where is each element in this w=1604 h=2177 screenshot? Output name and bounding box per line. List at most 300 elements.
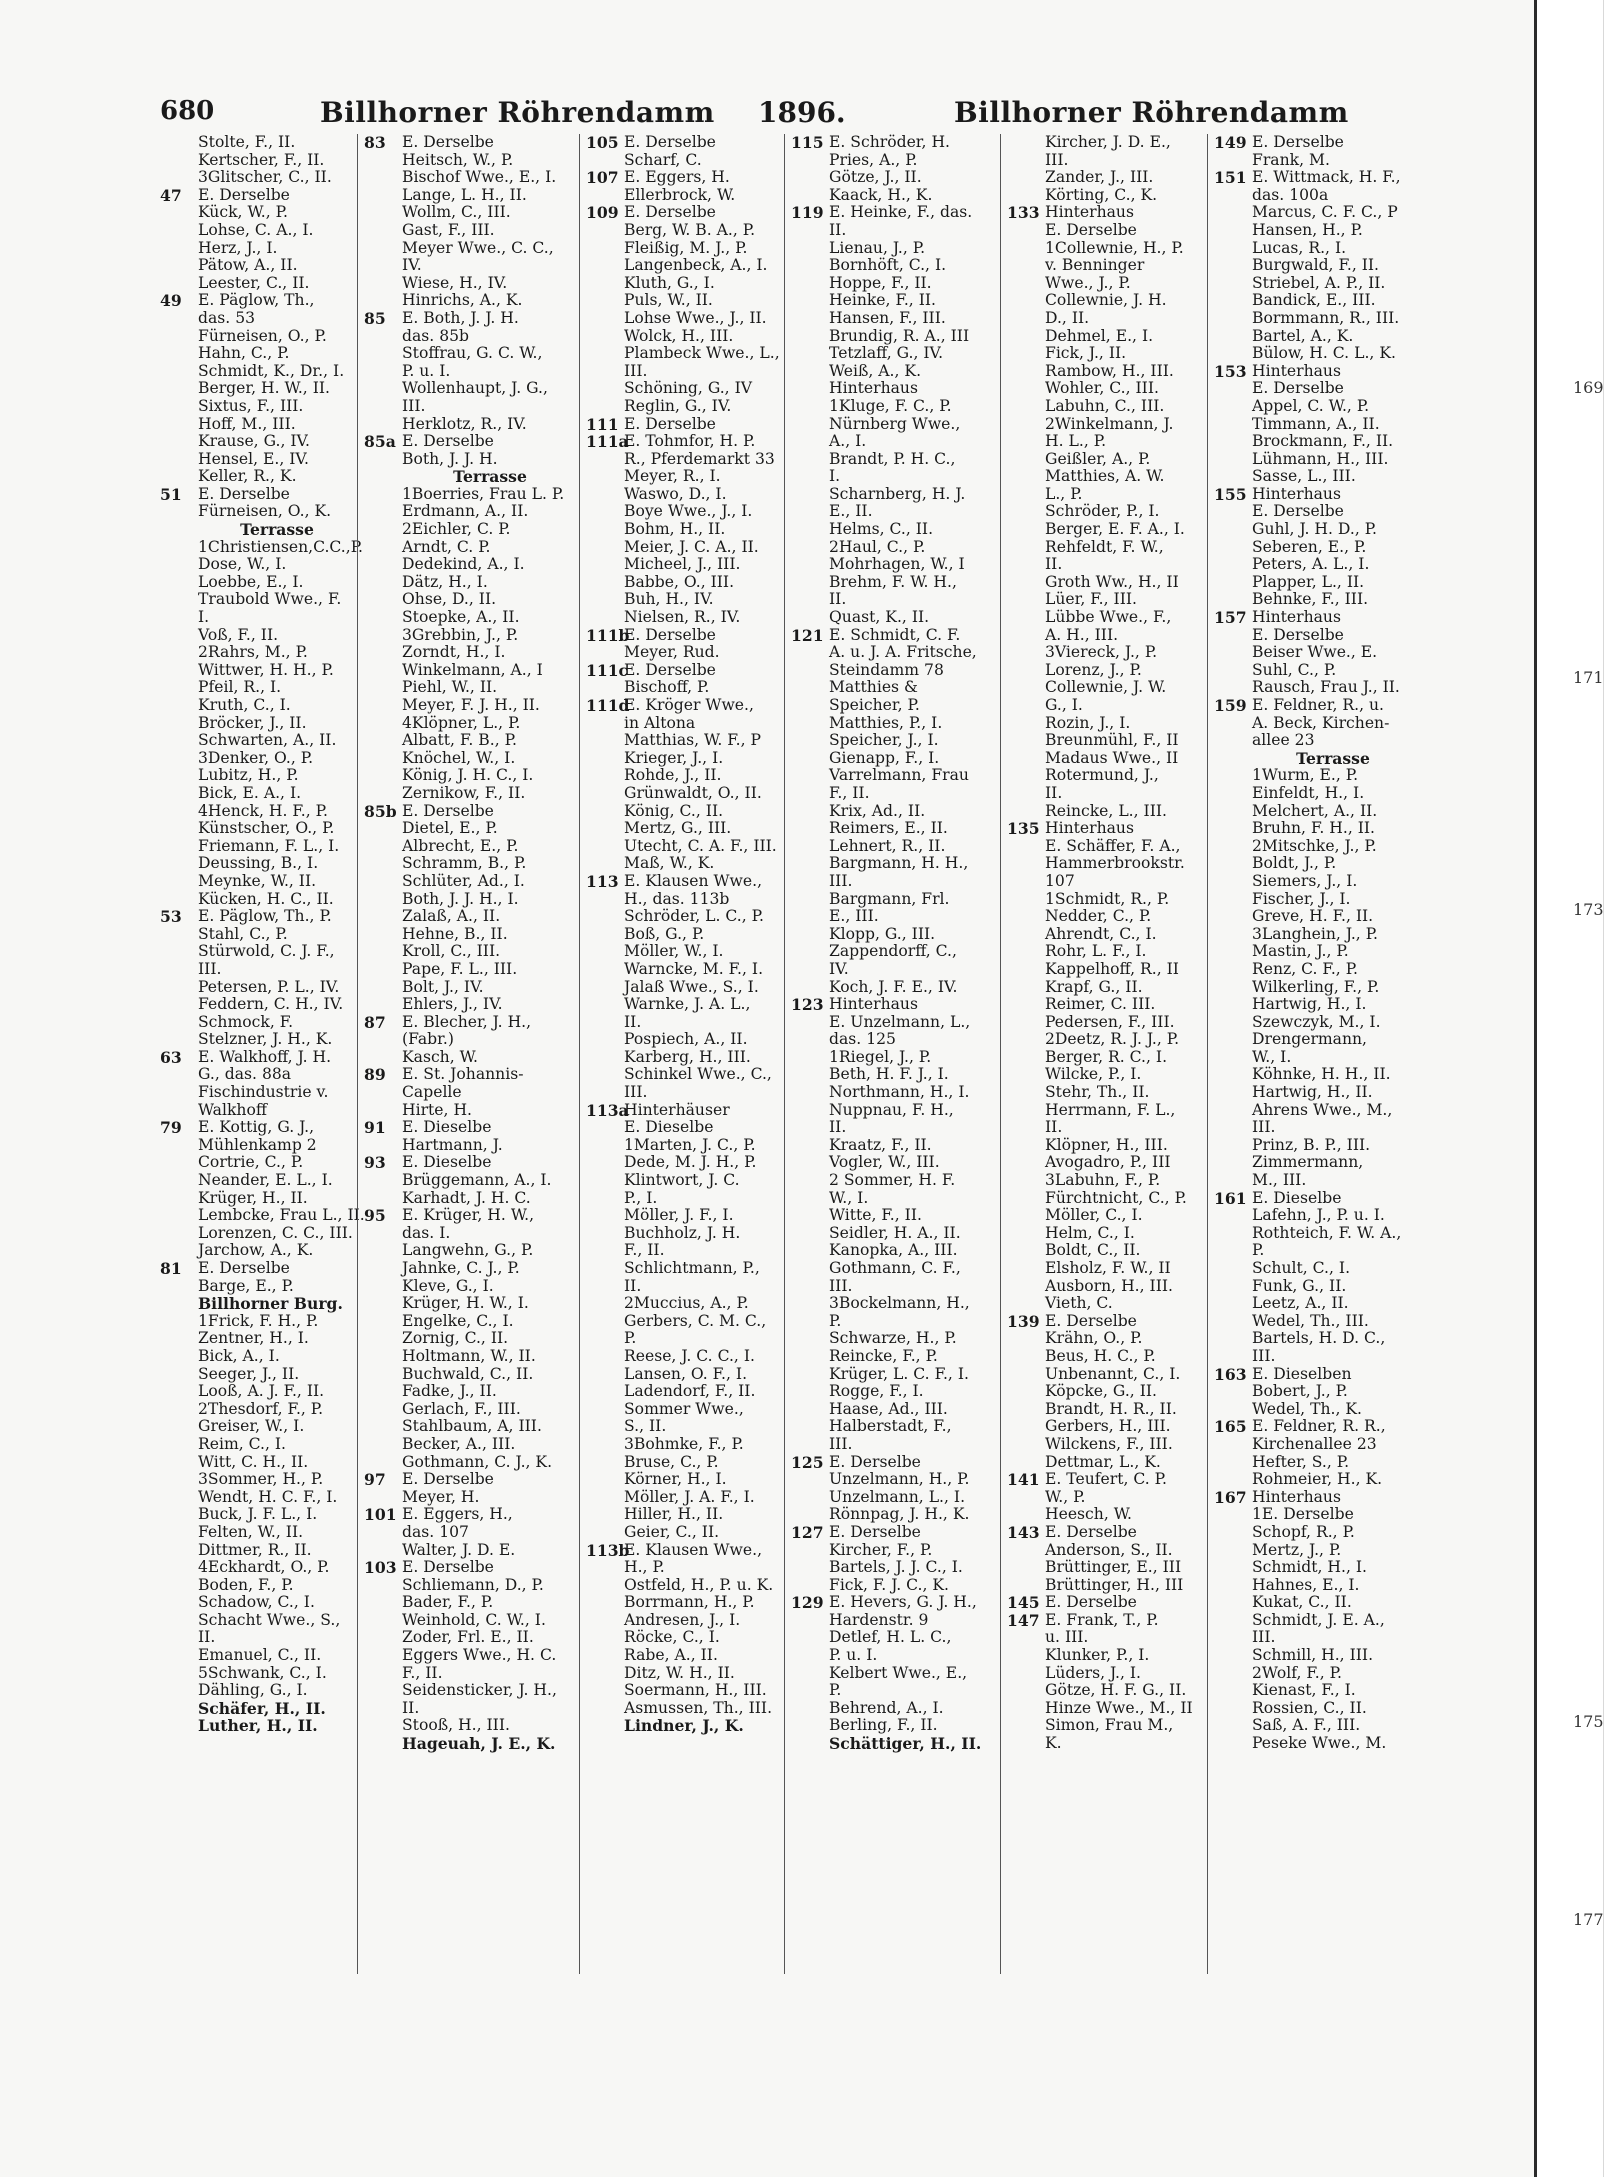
house-number: [1214, 979, 1252, 997]
house-number: [160, 134, 198, 152]
directory-entry: [586, 1506, 783, 1524]
directory-entry: [160, 1506, 356, 1524]
entry-text: Gothmann, C. J., K.: [402, 1452, 553, 1471]
house-number: [364, 732, 402, 750]
entry-text: Hageuah, J. E., K.: [402, 1734, 556, 1754]
house-number: [1007, 627, 1045, 645]
entry-text: 3Sommer, H., P.: [198, 1470, 324, 1489]
directory-entry: [791, 1418, 999, 1436]
entry-text: 3Glitscher, C., II.: [198, 168, 332, 187]
directory-entry: [1214, 1066, 1414, 1084]
entry-text: Speicher, J., I.: [829, 731, 939, 750]
house-number: [364, 503, 402, 521]
entry-text: Zalaß, A., II.: [402, 907, 501, 926]
directory-entry: [586, 1225, 783, 1243]
directory-entry: [364, 1172, 578, 1190]
house-number: [160, 1471, 198, 1489]
directory-entry: [1007, 1542, 1206, 1560]
house-number: 63: [160, 1047, 182, 1067]
directory-entry: [791, 1700, 999, 1718]
house-number: [791, 1190, 829, 1208]
house-number: [586, 1401, 624, 1419]
entry-text: Guhl, J. H. D., P.: [1252, 520, 1378, 539]
directory-entry: [791, 662, 999, 680]
directory-entry: [364, 715, 578, 733]
directory-entry: [1214, 943, 1414, 961]
entry-text: 2Eichler, C. P.: [402, 520, 511, 539]
directory-entry: [791, 1647, 999, 1665]
house-number: [160, 574, 198, 592]
house-number: [791, 1278, 829, 1296]
directory-entry: [160, 961, 356, 979]
house-number: [586, 1137, 624, 1155]
house-number: [364, 1348, 402, 1366]
directory-entry: [586, 750, 783, 768]
entry-text: Borrmann, H., P.: [624, 1593, 755, 1612]
directory-entry: [1007, 328, 1206, 346]
house-number: [791, 715, 829, 733]
directory-entry: [364, 767, 578, 785]
entry-text: Walter, J. D. E.: [402, 1540, 516, 1559]
entry-text: Plambeck Wwe., L.,: [624, 344, 780, 363]
house-number: [1007, 416, 1045, 434]
house-number: [364, 240, 402, 258]
directory-entry: [791, 715, 999, 733]
house-number: [1214, 1682, 1252, 1700]
entry-text: E. Derselbe: [402, 1558, 494, 1577]
directory-entry: [1214, 134, 1414, 152]
directory-entry: [364, 697, 578, 715]
directory-entry: [1214, 961, 1414, 979]
house-number: [791, 468, 829, 486]
house-number: [791, 187, 829, 205]
house-number: [586, 732, 624, 750]
entry-text: Rossien, C., II.: [1252, 1698, 1367, 1717]
house-number: [364, 891, 402, 909]
entry-text: Stoffrau, G. C. W.,: [402, 344, 543, 363]
house-number: [791, 1014, 829, 1032]
house-number: [160, 1102, 198, 1120]
house-number: [1214, 1559, 1252, 1577]
directory-entry: [586, 644, 783, 662]
directory-entry: [364, 1682, 578, 1700]
house-number: [160, 943, 198, 961]
house-number: [791, 662, 829, 680]
directory-entry: [1214, 380, 1414, 398]
entry-text: Seidler, H. A., II.: [829, 1223, 961, 1242]
entry-text: H. L., P.: [1045, 432, 1107, 451]
directory-entry: [160, 1172, 356, 1190]
directory-entry: [791, 1225, 999, 1243]
entry-text: Suhl, C., P.: [1252, 660, 1337, 679]
entry-text: Koch, J. F. E., IV.: [829, 977, 958, 996]
house-number: [586, 1506, 624, 1524]
directory-entry: [586, 803, 783, 821]
directory-entry: [791, 891, 999, 909]
entry-text: A. u. J. A. Fritsche,: [829, 643, 977, 662]
entry-text: Meynke, W., II.: [198, 871, 317, 890]
directory-entry: [1214, 767, 1414, 785]
house-number: [1214, 1084, 1252, 1102]
house-number: [791, 1717, 829, 1735]
house-number: 81: [160, 1259, 182, 1278]
section-heading: Terrasse: [1296, 748, 1370, 768]
entry-text: Weinhold, C. W., I.: [402, 1610, 546, 1629]
entry-text: Hinterhaus: [829, 379, 918, 398]
directory-entry: [586, 380, 783, 398]
house-number: 153: [1214, 361, 1247, 381]
house-number: [1214, 750, 1252, 768]
entry-text: Schwarten, A., II.: [198, 731, 337, 750]
entry-text: Anderson, S., II.: [1045, 1540, 1173, 1559]
directory-entry: [364, 1629, 578, 1647]
house-number: [364, 697, 402, 715]
directory-entry: [160, 257, 356, 275]
directory-entry: [791, 257, 999, 275]
directory-entry: [1007, 1207, 1206, 1225]
entry-text: 3Bohmke, F., P.: [624, 1434, 744, 1453]
house-number: [160, 1207, 198, 1225]
house-number: [160, 240, 198, 258]
entry-text: Karhadt, J. H. C.: [402, 1188, 531, 1207]
entry-text: Lohse, C. A., I.: [198, 220, 314, 239]
house-number: [160, 363, 198, 381]
directory-entry: [791, 363, 999, 381]
entry-text: u. III.: [1045, 1628, 1089, 1647]
house-number: [791, 785, 829, 803]
entry-text: E. Walkhoff, J. H.: [198, 1047, 332, 1066]
house-number: [364, 1295, 402, 1313]
house-number: [1214, 803, 1252, 821]
house-number: [364, 1278, 402, 1296]
house-number: [1007, 750, 1045, 768]
house-number: [160, 345, 198, 363]
house-number: [1007, 1418, 1045, 1436]
house-number: [1214, 451, 1252, 469]
directory-entry: [586, 996, 783, 1014]
house-number: 165: [1214, 1417, 1247, 1437]
directory-entry: [160, 1418, 356, 1436]
entry-text: Dose, W., I.: [198, 555, 287, 574]
directory-entry: [791, 1383, 999, 1401]
entry-text: Brandt, P. H. C.,: [829, 449, 956, 468]
house-number: [1007, 380, 1045, 398]
house-number: [160, 627, 198, 645]
house-number: [160, 1647, 198, 1665]
directory-entry: [1214, 1295, 1414, 1313]
entry-text: Krause, G., IV.: [198, 432, 311, 451]
directory-entry: [791, 539, 999, 557]
directory-entry: [364, 1049, 578, 1067]
house-number: [160, 609, 198, 627]
house-number: [1007, 345, 1045, 363]
directory-entry: [160, 537, 364, 557]
entry-text: Fürneisen, O., P.: [198, 326, 327, 345]
entry-text: Lübbe Wwe., F.,: [1045, 608, 1172, 627]
house-number: [1007, 1137, 1045, 1155]
entry-text: Boß, G., P.: [624, 924, 705, 943]
directory-entry: [160, 169, 356, 187]
directory-entry: [160, 468, 356, 486]
house-number: [586, 996, 624, 1014]
entry-text: Drengermann,: [1252, 1030, 1368, 1049]
house-number: [1007, 838, 1045, 856]
house-number: 163: [1214, 1364, 1247, 1384]
house-number: [364, 468, 402, 486]
entry-text: Barge, E., P.: [198, 1276, 294, 1295]
directory-entry: [160, 556, 356, 574]
entry-text: Kertscher, F., II.: [198, 150, 325, 169]
entry-text: Brockmann, F., II.: [1252, 432, 1394, 451]
house-number: 95: [364, 1206, 386, 1226]
house-number: [160, 1172, 198, 1190]
house-number: [791, 838, 829, 856]
entry-text: Winkelmann, A., I: [402, 660, 543, 679]
entry-text: Bohm, H., II.: [624, 520, 726, 539]
entry-text: Bülow, H. C. L., K.: [1252, 344, 1396, 363]
entry-text: Capelle: [402, 1083, 462, 1102]
adjacent-page-number: 169: [1573, 378, 1604, 397]
house-number: [1007, 275, 1045, 293]
house-number: [586, 767, 624, 785]
entry-text: Siemers, J., I.: [1252, 871, 1358, 890]
house-number: [1007, 152, 1045, 170]
directory-entry: [1007, 257, 1206, 275]
house-number: [586, 1717, 624, 1735]
directory-entry: [364, 1313, 578, 1331]
house-number: [364, 257, 402, 275]
directory-entry: [1007, 1119, 1206, 1137]
house-number: [364, 820, 402, 838]
entry-text: Friemann, F. L., I.: [198, 836, 340, 855]
directory-entry: [1214, 468, 1414, 486]
house-number: [1007, 574, 1045, 592]
house-number: [586, 1594, 624, 1612]
house-number: 157: [1214, 608, 1247, 628]
house-number: [791, 1172, 829, 1190]
directory-entry: [1007, 767, 1206, 785]
house-number: [1007, 169, 1045, 187]
house-number: [160, 926, 198, 944]
house-number: [364, 1700, 402, 1718]
entry-text: Heinke, F., II.: [829, 291, 936, 310]
entry-text: Boden, F., P.: [198, 1575, 294, 1594]
house-number: 85a: [364, 432, 396, 452]
directory-entry: [364, 521, 578, 539]
house-number: [364, 873, 402, 891]
house-number: [1214, 1542, 1252, 1560]
directory-entry: [586, 908, 783, 926]
entry-text: I.: [829, 467, 841, 486]
house-number: [791, 1700, 829, 1718]
house-number: [586, 398, 624, 416]
directory-entry: [1007, 1700, 1206, 1718]
directory-entry: [586, 1383, 783, 1401]
entry-text: Hefter, S., P.: [1252, 1452, 1350, 1471]
entry-text: Halberstadt, F.,: [829, 1417, 952, 1436]
house-number: 111a: [586, 432, 629, 452]
directory-entry: [586, 1313, 783, 1331]
directory-entry: [364, 451, 578, 469]
house-number: [586, 257, 624, 275]
directory-entry: [1007, 1366, 1206, 1384]
house-number: [1007, 908, 1045, 926]
directory-entry: [364, 539, 578, 557]
house-number: [586, 503, 624, 521]
directory-entry: [586, 187, 783, 205]
directory-entry: [364, 1066, 578, 1084]
directory-entry: [791, 222, 999, 240]
house-number: [1007, 1700, 1045, 1718]
house-number: [1007, 521, 1045, 539]
house-number: 127: [791, 1522, 824, 1542]
directory-entry: [364, 222, 578, 240]
house-number: [586, 1559, 624, 1577]
entry-text: Knöchel, W., I.: [402, 748, 516, 767]
house-number: [1214, 1154, 1252, 1172]
house-number: [586, 1366, 624, 1384]
house-number: 111d: [586, 696, 630, 715]
directory-column: [1007, 134, 1206, 1974]
entry-text: III.: [198, 959, 222, 978]
house-number: [1007, 1401, 1045, 1419]
house-number: [586, 380, 624, 398]
house-number: [160, 1436, 198, 1454]
house-number: [364, 398, 402, 416]
entry-text: Maß, W., K.: [624, 854, 715, 873]
house-number: [586, 961, 624, 979]
entry-text: Warnke, J. A. L.,: [624, 995, 751, 1014]
entry-text: Avogadro, P., III: [1045, 1153, 1171, 1172]
house-number: [1214, 591, 1252, 609]
entry-text: III.: [1252, 1118, 1276, 1137]
house-number: [1007, 1295, 1045, 1313]
directory-entry: [1214, 1260, 1414, 1278]
house-number: [1007, 1225, 1045, 1243]
house-number: [791, 1612, 829, 1630]
house-number: [160, 996, 198, 1014]
entry-text: Wedel, Th., K.: [1252, 1399, 1363, 1418]
house-number: [791, 1260, 829, 1278]
directory-entry: [364, 486, 578, 504]
entry-text: Ellerbrock, W.: [624, 185, 736, 204]
entry-text: Behnke, F., III.: [1252, 590, 1369, 609]
directory-entry: [160, 1137, 356, 1155]
entry-text: E. Derselbe: [624, 414, 716, 433]
house-number: [1214, 891, 1252, 909]
house-number: [586, 1612, 624, 1630]
directory-entry: [1214, 1647, 1414, 1665]
entry-text: Dettmar, L., K.: [1045, 1452, 1161, 1471]
entry-text: Meyer Wwe., C. C.,: [402, 238, 554, 257]
entry-text: E. Eggers, H.,: [402, 1505, 513, 1524]
house-number: [1214, 767, 1252, 785]
directory-entry: [160, 1577, 356, 1595]
directory-entry: [1007, 662, 1206, 680]
house-number: [791, 1348, 829, 1366]
house-number: [1214, 873, 1252, 891]
house-number: [160, 1594, 198, 1612]
house-number: [364, 380, 402, 398]
directory-entry: [364, 574, 578, 592]
directory-entry: [364, 433, 578, 451]
directory-entry: [1214, 1383, 1414, 1401]
directory-entry: [1214, 979, 1414, 997]
entry-text: 3Viereck, J., P.: [1045, 643, 1158, 662]
directory-entry: [1214, 1313, 1414, 1331]
street-heading-right: Billhorner Röhrendamm: [954, 96, 1349, 129]
directory-entry: [160, 503, 356, 521]
directory-entry: [791, 1049, 999, 1067]
house-number: 111: [586, 414, 619, 434]
entry-text: H., das. 113b: [624, 889, 730, 908]
house-number: [791, 1049, 829, 1067]
directory-entry: [364, 820, 578, 838]
entry-text: III.: [1252, 1346, 1276, 1365]
house-number: [1007, 1049, 1045, 1067]
entry-text: Peseke Wwe., M.: [1252, 1734, 1387, 1753]
entry-text: Fürchtnicht, C., P.: [1045, 1188, 1187, 1207]
entry-text: Szewczyk, M., I.: [1252, 1012, 1381, 1031]
house-number: [1214, 838, 1252, 856]
directory-entry: [1007, 451, 1206, 469]
directory-entry: [1214, 1629, 1414, 1647]
directory-entry: [160, 838, 356, 856]
entry-text: Wwe., J., P.: [1045, 273, 1131, 292]
entry-text: E. Päglow, Th., P.: [198, 907, 332, 926]
entry-text: Möller, C., I.: [1045, 1206, 1143, 1225]
house-number: [1007, 855, 1045, 873]
house-number: [1214, 1066, 1252, 1084]
entry-text: Ahrens Wwe., M.,: [1252, 1100, 1393, 1119]
entry-text: Götze, H. F. G., II.: [1045, 1681, 1187, 1700]
directory-entry: [1007, 169, 1206, 187]
house-number: [791, 416, 829, 434]
directory-entry: [1007, 1454, 1206, 1472]
directory-entry: [1007, 943, 1206, 961]
directory-entry: [1007, 1313, 1206, 1331]
house-number: 83: [364, 133, 386, 152]
directory-entry: [160, 1119, 356, 1137]
house-number: [1007, 468, 1045, 486]
entry-text: Leester, C., II.: [198, 273, 310, 292]
entry-text: Berger, R. C., I.: [1045, 1047, 1168, 1066]
directory-entry: [160, 662, 356, 680]
house-number: [1007, 257, 1045, 275]
directory-entry: [586, 627, 783, 645]
entry-text: P.: [829, 1311, 842, 1330]
entry-text: 2Muccius, A., P.: [624, 1294, 749, 1313]
directory-entry: [160, 1629, 356, 1647]
entry-text: König, J. H. C., I.: [402, 766, 534, 785]
house-number: [364, 169, 402, 187]
entry-text: Zentner, H., I.: [198, 1329, 309, 1348]
adjacent-page-number: 171: [1573, 668, 1604, 687]
entry-text: Hinterhaus: [1252, 484, 1341, 503]
directory-entry: [364, 1647, 578, 1665]
directory-entry: [586, 1401, 783, 1419]
directory-entry: [1214, 1700, 1414, 1718]
entry-text: Gerbers, H., III.: [1045, 1417, 1171, 1436]
entry-text: Matthies &: [829, 678, 918, 697]
house-number: [160, 204, 198, 222]
entry-text: Rabe, A., II.: [624, 1646, 718, 1665]
entry-text: III.: [402, 396, 426, 415]
directory-entry: [1214, 556, 1414, 574]
house-number: [160, 1454, 198, 1472]
house-number: [160, 1383, 198, 1401]
directory-entry: [586, 943, 783, 961]
